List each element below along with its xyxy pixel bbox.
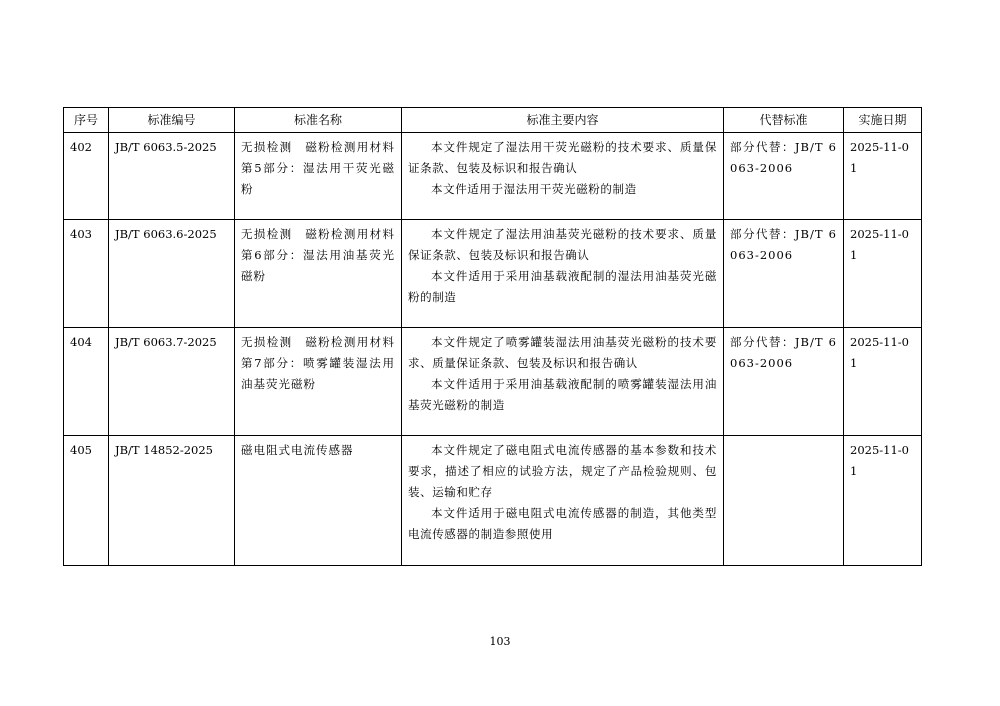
header-seq: 序号	[64, 108, 109, 133]
cell-seq: 402	[64, 133, 109, 220]
table-row	[64, 220, 922, 328]
table-header-row	[64, 108, 922, 133]
cell-seq: 404	[64, 328, 109, 436]
cell-content	[402, 328, 724, 436]
cell-seq: 405	[64, 436, 109, 566]
content-paragraph: 本文件适用于湿法用干荧光磁粉的制造	[431, 182, 637, 196]
cell-date: 2025-11-01	[844, 328, 922, 436]
cell-date: 2025-11-01	[844, 436, 922, 566]
table-row	[64, 328, 922, 436]
cell-name: 无损检测 磁粉检测用材料 第5部分：湿法用干荧光磁粉	[235, 133, 402, 220]
cell-content	[402, 436, 724, 566]
content-paragraph: 本文件规定了湿法用干荧光磁粉的技术要求、质量保证条款、包装及标识和报告确认	[408, 140, 717, 175]
cell-seq: 403	[64, 220, 109, 328]
content-paragraph: 本文件适用于磁电阻式电流传感器的制造，其他类型电流传感器的制造参照使用	[408, 506, 717, 541]
cell-replaces: 部分代替：JB/T 6063-2006	[724, 328, 844, 436]
cell-code: JB/T 6063.5-2025	[109, 133, 235, 220]
content-paragraph: 本文件规定了喷雾罐装湿法用油基荧光磁粉的技术要求、质量保证条款、包装及标识和报告确认	[408, 335, 717, 370]
header-code: 标准编号	[109, 108, 235, 133]
cell-code: JB/T 14852-2025	[109, 436, 235, 566]
content-paragraph: 本文件适用于采用油基载液配制的喷雾罐装湿法用油基荧光磁粉的制造	[408, 377, 717, 412]
cell-name: 无损检测 磁粉检测用材料 第6部分：湿法用油基荧光磁粉	[235, 220, 402, 328]
cell-replaces: 部分代替：JB/T 6063-2006	[724, 133, 844, 220]
page-number: 103	[489, 635, 511, 648]
table-row	[64, 436, 922, 566]
cell-content	[402, 220, 724, 328]
header-date: 实施日期	[844, 108, 922, 133]
header-name: 标准名称	[235, 108, 402, 133]
cell-replaces: 部分代替：JB/T 6063-2006	[724, 220, 844, 328]
header-replaces: 代替标准	[724, 108, 844, 133]
header-content: 标准主要内容	[402, 108, 724, 133]
cell-name: 磁电阻式电流传感器	[235, 436, 402, 566]
content-paragraph: 本文件规定了磁电阻式电流传感器的基本参数和技术要求，描述了相应的试验方法，规定了产品检验规则、包装、运输和贮存	[408, 443, 717, 499]
cell-name: 无损检测 磁粉检测用材料 第7部分：喷雾罐装湿法用油基荧光磁粉	[235, 328, 402, 436]
standards-table	[63, 107, 922, 566]
cell-date: 2025-11-01	[844, 133, 922, 220]
cell-date: 2025-11-01	[844, 220, 922, 328]
content-paragraph: 本文件适用于采用油基载液配制的湿法用油基荧光磁粉的制造	[408, 269, 717, 304]
content-paragraph: 本文件规定了湿法用油基荧光磁粉的技术要求、质量保证条款、包装及标识和报告确认	[408, 227, 717, 262]
cell-replaces	[724, 436, 844, 566]
cell-code: JB/T 6063.7-2025	[109, 328, 235, 436]
cell-code: JB/T 6063.6-2025	[109, 220, 235, 328]
cell-content	[402, 133, 724, 220]
table-row	[64, 133, 922, 220]
